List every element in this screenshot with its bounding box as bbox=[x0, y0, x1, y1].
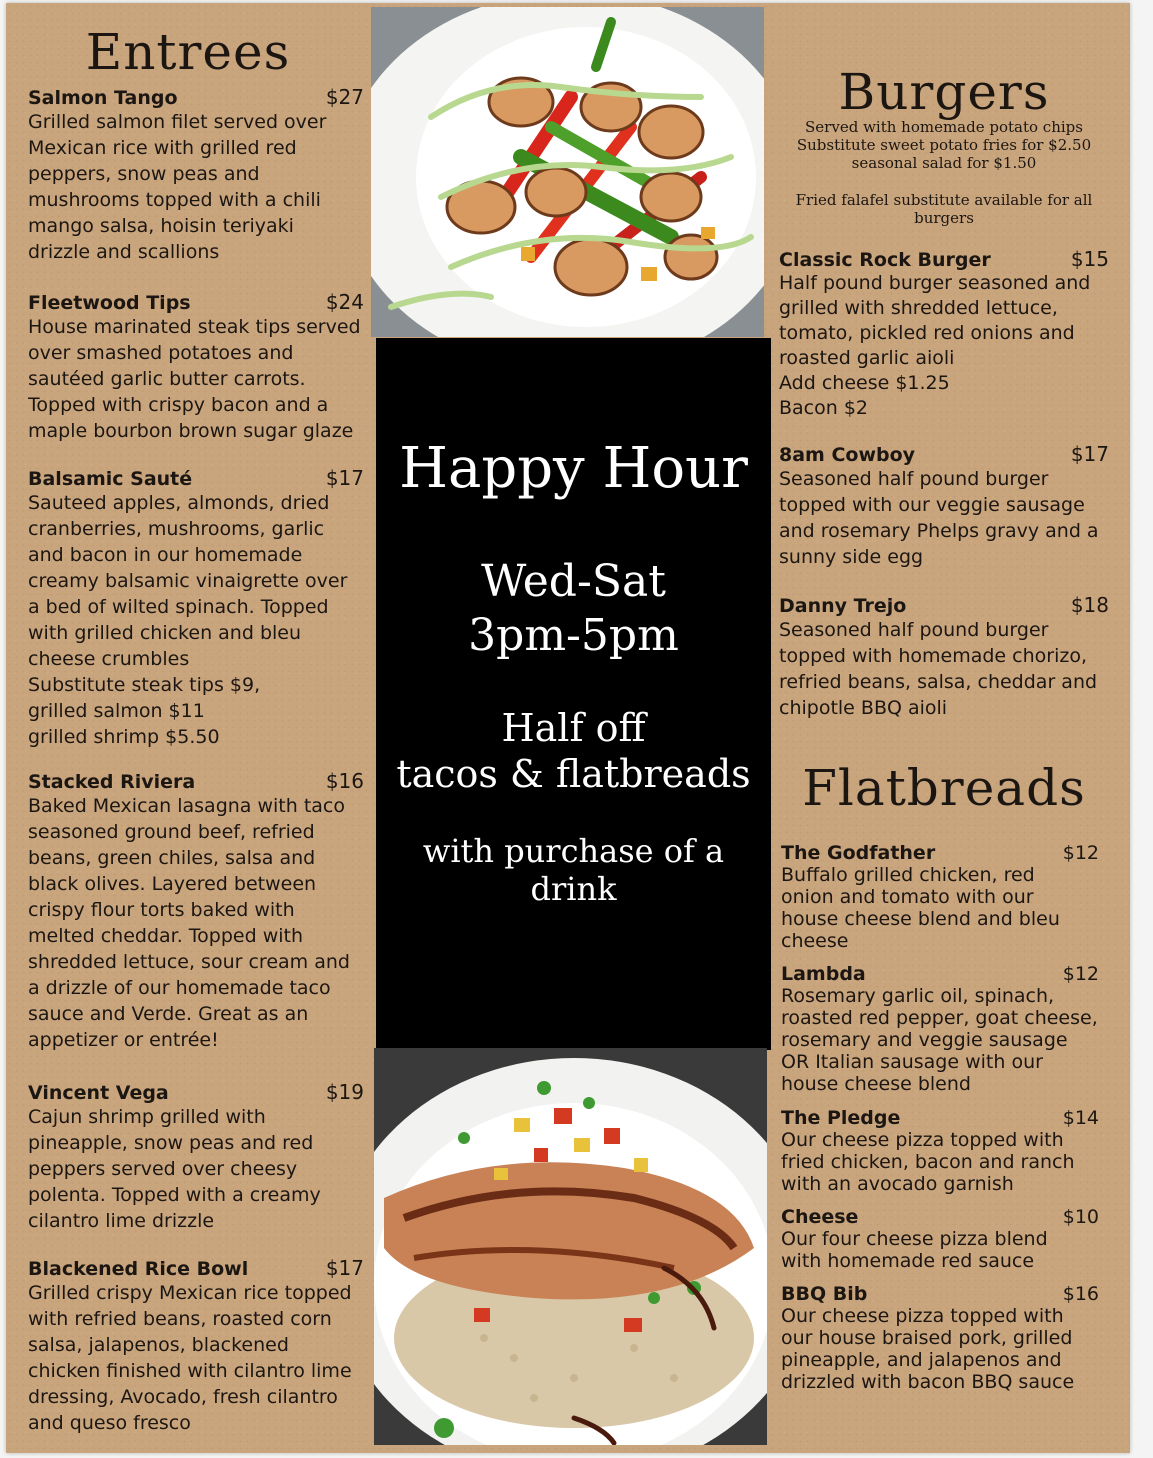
happy-hour-title: Happy Hour bbox=[399, 436, 748, 501]
menu-item bbox=[779, 442, 1109, 570]
item-description: Our cheese pizza topped with our house braised pork, grilled pineapple, and jalapenos and drizzled with bacon BBQ sauce bbox=[781, 1305, 1075, 1393]
item-name: Cheese bbox=[781, 1206, 859, 1228]
item-name: The Pledge bbox=[781, 1107, 901, 1129]
item-name: Lambda bbox=[781, 963, 866, 985]
item-description: Our cheese pizza topped with fried chicken, bacon and ranch with an avocado garnish bbox=[781, 1129, 1075, 1195]
item-description: Cajun shrimp grilled with pineapple, snow peas and red peppers served over cheesy polenta. Topped with a creamy cilantro lime drizzle bbox=[28, 1106, 321, 1232]
happy-hour-offer: Half off bbox=[501, 706, 646, 750]
menu-item bbox=[28, 85, 364, 265]
item-name: Danny Trejo bbox=[779, 595, 907, 617]
item-description: Seasoned half pound burger topped with homemade chorizo, refried beans, salsa, cheddar and chipotle BBQ aioli bbox=[779, 619, 1098, 719]
burgers-falafel-note: Fried falafel substitute available for all burgers bbox=[795, 191, 1093, 227]
item-price: $14 bbox=[1062, 1107, 1099, 1129]
menu-item bbox=[28, 290, 364, 444]
item-description: Half pound burger seasoned and grilled with shredded lettuce, tomato, pickled red onions and roasted garlic aioli Add cheese $1.25 Bacon $2 bbox=[779, 272, 1091, 419]
item-price: $18 bbox=[1070, 593, 1109, 617]
item-name: Fleetwood Tips bbox=[28, 292, 191, 314]
menu-item bbox=[28, 466, 364, 750]
happy-hour-condition: with purchase of a drink bbox=[422, 832, 725, 908]
item-description: Baked Mexican lasagna with taco seasoned ground beef, refried beans, green chiles, salsa and black olives. Layered between crispy flour torts baked with melted cheddar. Topped with shredded lettuce, sour cream and a drizzle of our homemade taco sauce and Verde. Great as an appetizer or entrée! bbox=[28, 795, 350, 1051]
menu-item bbox=[28, 769, 364, 1053]
flatbreads-title: Flatbreads bbox=[802, 759, 1086, 817]
item-description: Rosemary garlic oil, spinach, roasted red pepper, goat cheese, rosemary and veggie sausage OR Italian sausage with our house cheese blend bbox=[781, 985, 1098, 1095]
item-name: BBQ Bib bbox=[781, 1283, 868, 1305]
item-price: $10 bbox=[1062, 1206, 1099, 1228]
happy-hour-offer-items: tacos & flatbreads bbox=[396, 752, 751, 796]
item-description: Grilled salmon filet served over Mexican rice with grilled red peppers, snow peas and mushrooms topped with a chili mango salsa, hoisin teriyaki drizzle and scallions bbox=[28, 111, 327, 263]
happy-hour-days: Wed-Sat bbox=[481, 556, 666, 607]
item-price: $15 bbox=[1070, 247, 1109, 271]
item-description: House marinated steak tips served over smashed potatoes and sautéed garlic butter carrots. Topped with crispy bacon and a maple bourbon brown sugar glaze bbox=[28, 316, 361, 442]
menu-item bbox=[781, 842, 1099, 952]
item-price: $17 bbox=[1070, 442, 1109, 466]
menu-item bbox=[781, 1206, 1099, 1272]
item-name: Balsamic Sauté bbox=[28, 468, 193, 490]
item-name: Salmon Tango bbox=[28, 87, 178, 109]
shrimp-dish-photo bbox=[371, 7, 764, 337]
happy-hour-time: 3pm-5pm bbox=[468, 610, 679, 661]
menu-item bbox=[28, 1256, 364, 1436]
menu-item bbox=[781, 1107, 1099, 1195]
item-description: Buffalo grilled chicken, red onion and tomato with our house cheese blend and bleu cheese bbox=[781, 864, 1060, 952]
entrees-title: Entrees bbox=[85, 23, 291, 81]
item-description: Our four cheese pizza blend with homemade red sauce bbox=[781, 1228, 1048, 1272]
item-price: $19 bbox=[325, 1080, 364, 1104]
menu-page bbox=[6, 3, 1130, 1453]
item-price: $17 bbox=[325, 1256, 364, 1280]
item-name: Blackened Rice Bowl bbox=[28, 1258, 249, 1280]
menu-item bbox=[779, 593, 1109, 721]
item-description: Seasoned half pound burger topped with our veggie sausage and rosemary Phelps gravy and a sunny side egg bbox=[779, 468, 1099, 568]
item-price: $24 bbox=[325, 290, 364, 314]
item-price: $16 bbox=[325, 769, 364, 793]
item-name: Vincent Vega bbox=[28, 1082, 169, 1104]
item-description: Grilled crispy Mexican rice topped with refried beans, roasted corn salsa, jalapenos, blackened chicken finished with cilantro lime dressing, Avocado, fresh cilantro and queso fresco bbox=[28, 1282, 352, 1434]
burgers-title: Burgers bbox=[838, 63, 1050, 121]
menu-item bbox=[779, 247, 1109, 421]
menu-item bbox=[781, 1283, 1099, 1393]
happy-hour-panel bbox=[376, 338, 771, 1050]
item-price: $12 bbox=[1062, 842, 1099, 864]
menu-item bbox=[781, 963, 1099, 1095]
item-name: The Godfather bbox=[781, 842, 936, 864]
salmon-dish-photo bbox=[374, 1048, 767, 1445]
burgers-sides-note: Served with homemade potato chips Substitute sweet potato fries for $2.50 seasonal salad for $1.50 bbox=[796, 118, 1092, 172]
item-price: $16 bbox=[1062, 1283, 1099, 1305]
item-price: $12 bbox=[1062, 963, 1099, 985]
item-name: 8am Cowboy bbox=[779, 444, 916, 466]
item-price: $17 bbox=[325, 466, 364, 490]
item-description: Sauteed apples, almonds, dried cranberries, mushrooms, garlic and bacon in our homemade creamy balsamic vinaigrette over a bed of wilted spinach. Topped with grilled chicken and bleu cheese crumbles Substitute steak tips $9, grilled salmon $11 grilled shrimp $5.50 bbox=[28, 492, 348, 748]
menu-item bbox=[28, 1080, 364, 1234]
item-name: Classic Rock Burger bbox=[779, 249, 991, 271]
item-name: Stacked Riviera bbox=[28, 771, 196, 793]
item-price: $27 bbox=[325, 85, 364, 109]
